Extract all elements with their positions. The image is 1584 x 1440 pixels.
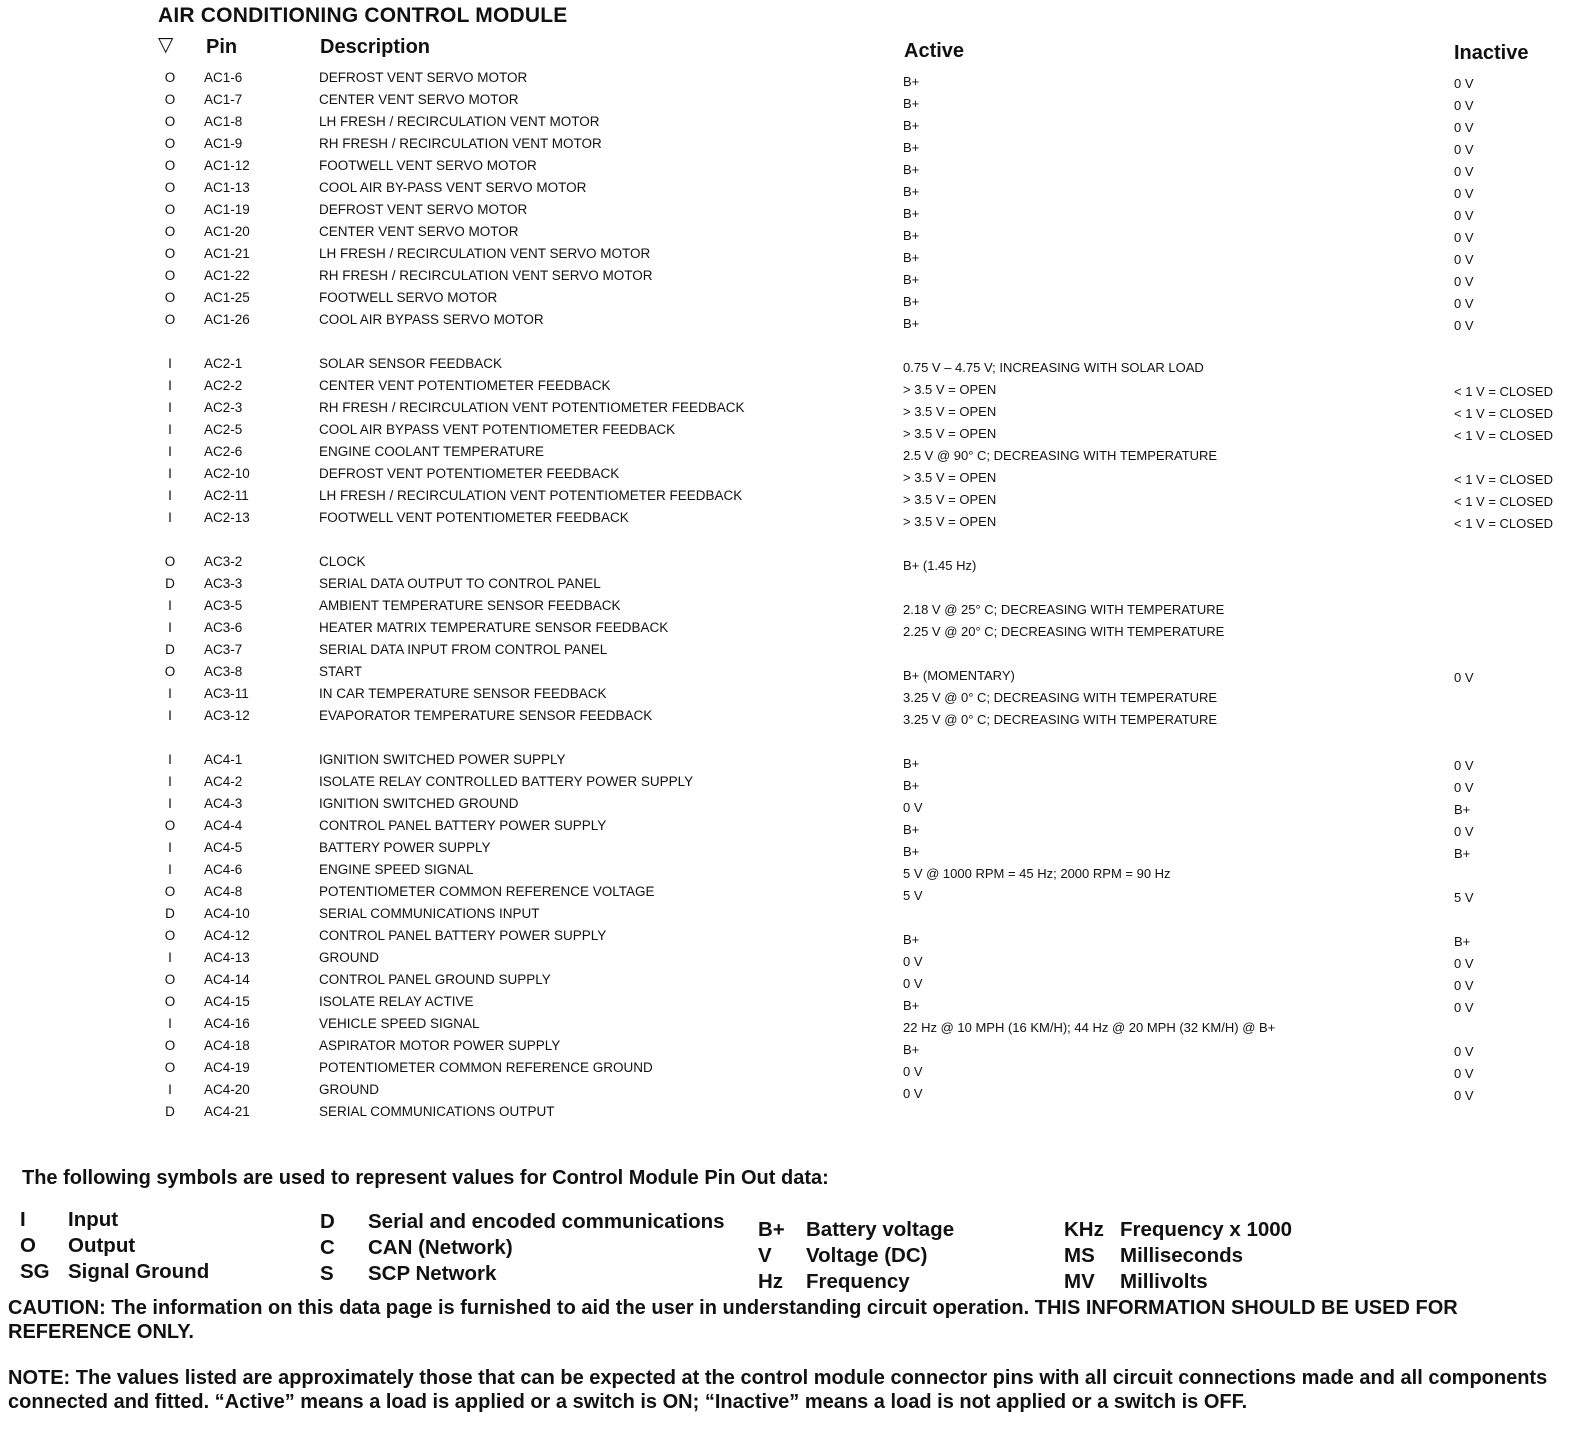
pin-direction: I [168, 708, 172, 723]
inactive-value: 0 V [1454, 670, 1474, 685]
pin-description: ISOLATE RELAY CONTROLLED BATTERY POWER SUPPLY [319, 774, 694, 789]
inactive-value: B+ [1454, 934, 1471, 949]
inactive-value: 0 V [1454, 98, 1474, 113]
table-row [0, 1082, 1584, 1102]
pin-description: BATTERY POWER SUPPLY [319, 840, 491, 855]
active-value: > 3.5 V = OPEN [903, 492, 997, 507]
active-value: B+ [903, 206, 920, 221]
pin-id: AC4-21 [204, 1104, 250, 1119]
pin-direction: O [164, 1038, 176, 1053]
pin-id: AC4-19 [204, 1060, 250, 1075]
table-row [0, 114, 1584, 134]
pin-description: ENGINE COOLANT TEMPERATURE [319, 444, 545, 459]
pin-description: VEHICLE SPEED SIGNAL [319, 1016, 480, 1031]
pin-id: AC2-5 [204, 422, 243, 437]
legend-symbol: I [20, 1208, 26, 1231]
pin-id: AC4-18 [204, 1038, 250, 1053]
pin-description: CONTROL PANEL BATTERY POWER SUPPLY [319, 928, 607, 943]
pin-id: AC3-7 [204, 642, 243, 657]
active-value: B+ [903, 250, 920, 265]
pin-direction: D [165, 1104, 175, 1119]
pin-id: AC3-6 [204, 620, 243, 635]
active-value: B+ [903, 74, 920, 89]
pin-id: AC3-12 [204, 708, 250, 723]
pin-description: CLOCK [319, 554, 366, 569]
pin-id: AC4-16 [204, 1016, 250, 1031]
pin-description: AMBIENT TEMPERATURE SENSOR FEEDBACK [319, 598, 621, 613]
table-row [0, 1016, 1584, 1036]
pin-id: AC2-3 [204, 400, 243, 415]
legend-definition: Voltage (DC) [806, 1244, 928, 1267]
inactive-value: 0 V [1454, 978, 1474, 993]
pin-column-header: Pin [206, 36, 238, 58]
pin-id: AC4-2 [204, 774, 243, 789]
pin-description: LH FRESH / RECIRCULATION VENT MOTOR [319, 114, 600, 129]
active-value: 2.5 V @ 90° C; DECREASING WITH TEMPERATURE [903, 448, 1218, 463]
pin-description: GROUND [319, 1082, 379, 1097]
inactive-value: < 1 V = CLOSED [1454, 384, 1553, 399]
pin-direction: O [164, 202, 176, 217]
active-value: 5 V @ 1000 RPM = 45 Hz; 2000 RPM = 90 Hz [903, 866, 1171, 881]
legend-entry [320, 1236, 800, 1262]
pin-description: LH FRESH / RECIRCULATION VENT POTENTIOMETER FEEDBACK [319, 488, 743, 503]
pin-direction: I [168, 620, 172, 635]
table-row [0, 554, 1584, 574]
active-value: > 3.5 V = OPEN [903, 426, 997, 441]
inactive-value: < 1 V = CLOSED [1454, 494, 1553, 509]
table-row [0, 884, 1584, 904]
pin-description: ASPIRATOR MOTOR POWER SUPPLY [319, 1038, 561, 1053]
table-row [0, 312, 1584, 332]
pin-description: DEFROST VENT SERVO MOTOR [319, 70, 528, 85]
pin-direction: D [165, 642, 175, 657]
pin-direction: I [168, 356, 172, 371]
pin-id: AC1-9 [204, 136, 243, 151]
legend-definition: Signal Ground [68, 1260, 210, 1283]
legend-heading: The following symbols are used to represent values for Control Module Pin Out data: [22, 1167, 829, 1189]
active-value: 3.25 V @ 0° C; DECREASING WITH TEMPERATURE [903, 690, 1218, 705]
table-row [0, 202, 1584, 222]
pin-direction: I [168, 422, 172, 437]
active-value: B+ [903, 778, 920, 793]
table-row [0, 774, 1584, 794]
pin-description: LH FRESH / RECIRCULATION VENT SERVO MOTOR [319, 246, 651, 261]
pin-id: AC3-3 [204, 576, 243, 591]
pin-description: POTENTIOMETER COMMON REFERENCE GROUND [319, 1060, 653, 1075]
pin-id: AC4-13 [204, 950, 250, 965]
inactive-value: 0 V [1454, 780, 1474, 795]
pin-direction: O [164, 136, 176, 151]
inactive-value: 0 V [1454, 1066, 1474, 1081]
pin-description: RH FRESH / RECIRCULATION VENT SERVO MOTOR [319, 268, 653, 283]
pin-id: AC4-6 [204, 862, 243, 877]
inactive-value: 0 V [1454, 76, 1474, 91]
pin-direction: I [168, 598, 172, 613]
legend-symbol: S [320, 1262, 334, 1285]
legend-symbol: MS [1064, 1244, 1095, 1267]
pin-id: AC4-12 [204, 928, 250, 943]
inactive-value: 0 V [1454, 186, 1474, 201]
pin-direction: O [164, 312, 176, 327]
pin-id: AC1-26 [204, 312, 250, 327]
pin-id: AC4-5 [204, 840, 243, 855]
pin-id: AC2-10 [204, 466, 250, 481]
pin-id: AC4-15 [204, 994, 250, 1009]
pin-id: AC1-25 [204, 290, 250, 305]
legend-symbol: B+ [758, 1218, 785, 1241]
pin-id: AC3-5 [204, 598, 243, 613]
pin-description: SERIAL COMMUNICATIONS INPUT [319, 906, 540, 921]
legend-definition: Battery voltage [806, 1218, 955, 1241]
active-value: > 3.5 V = OPEN [903, 514, 997, 529]
legend-definition: Frequency x 1000 [1120, 1218, 1293, 1241]
pin-description: COOL AIR BYPASS VENT POTENTIOMETER FEEDBACK [319, 422, 676, 437]
inactive-value: 0 V [1454, 296, 1474, 311]
pin-description: SOLAR SENSOR FEEDBACK [319, 356, 503, 371]
table-row [0, 1038, 1584, 1058]
inactive-value: < 1 V = CLOSED [1454, 428, 1553, 443]
table-row [0, 180, 1584, 200]
pin-description: SERIAL DATA OUTPUT TO CONTROL PANEL [319, 576, 601, 591]
active-value: B+ [903, 272, 920, 287]
inactive-value: < 1 V = CLOSED [1454, 516, 1553, 531]
pin-id: AC4-20 [204, 1082, 250, 1097]
pin-id: AC2-6 [204, 444, 243, 459]
active-value: B+ [903, 932, 920, 947]
pin-description: DEFROST VENT POTENTIOMETER FEEDBACK [319, 466, 620, 481]
table-row [0, 224, 1584, 244]
table-row [0, 1104, 1584, 1124]
pin-id: AC4-8 [204, 884, 243, 899]
pin-id: AC4-14 [204, 972, 250, 987]
active-value: B+ [903, 316, 920, 331]
inactive-value: B+ [1454, 802, 1471, 817]
legend-entry [320, 1210, 800, 1236]
table-row [0, 686, 1584, 706]
pin-id: AC2-13 [204, 510, 250, 525]
legend-definition: Output [68, 1234, 136, 1257]
active-value: B+ [903, 162, 920, 177]
pin-direction: D [165, 906, 175, 921]
table-row [0, 576, 1584, 596]
pin-direction: I [168, 378, 172, 393]
pin-id: AC1-7 [204, 92, 243, 107]
pin-description: SERIAL COMMUNICATIONS OUTPUT [319, 1104, 555, 1119]
pin-description: RH FRESH / RECIRCULATION VENT POTENTIOMETER FEEDBACK [319, 400, 745, 415]
page-title: AIR CONDITIONING CONTROL MODULE [158, 4, 568, 27]
pin-description: EVAPORATOR TEMPERATURE SENSOR FEEDBACK [319, 708, 653, 723]
legend-symbol: C [320, 1236, 335, 1259]
table-row [0, 290, 1584, 310]
pin-id: AC2-2 [204, 378, 243, 393]
pin-direction: O [164, 246, 176, 261]
inactive-value: 0 V [1454, 1088, 1474, 1103]
active-value: B+ [903, 228, 920, 243]
legend-definition: SCP Network [368, 1262, 497, 1285]
legend-symbol: MV [1064, 1270, 1095, 1293]
inactive-value: 0 V [1454, 318, 1474, 333]
pin-description: ISOLATE RELAY ACTIVE [319, 994, 474, 1009]
pin-description: START [319, 664, 363, 679]
inactive-column-header: Inactive [1454, 42, 1529, 64]
active-value: B+ [903, 1042, 920, 1057]
pin-direction: O [164, 290, 176, 305]
pin-direction: O [164, 70, 176, 85]
table-row [0, 752, 1584, 772]
table-row [0, 400, 1584, 420]
table-row [0, 840, 1584, 860]
note-text: NOTE: The values listed are approximately those that can be expected at the control module connector pins with all circuit connections made and all components connected and fitted. “Active” means a load is applied or a switch is ON; “Inactive” means a load is not applied or a switch is OFF. [8, 1367, 1548, 1413]
table-row [0, 906, 1584, 926]
pin-id: AC3-8 [204, 664, 243, 679]
pin-description: ENGINE SPEED SIGNAL [319, 862, 474, 877]
table-row [0, 818, 1584, 838]
pin-direction: O [164, 114, 176, 129]
legend-definition: Milliseconds [1120, 1244, 1244, 1267]
table-row [0, 928, 1584, 948]
pin-id: AC2-11 [204, 488, 249, 503]
legend-symbol: KHz [1064, 1218, 1104, 1241]
pin-direction: I [168, 444, 172, 459]
pin-description: COOL AIR BY-PASS VENT SERVO MOTOR [319, 180, 587, 195]
pin-description: POTENTIOMETER COMMON REFERENCE VOLTAGE [319, 884, 655, 899]
active-value: B+ [903, 184, 920, 199]
inactive-value: 0 V [1454, 230, 1474, 245]
pin-id: AC1-21 [204, 246, 250, 261]
active-value: B+ [903, 118, 920, 133]
pin-direction: I [168, 862, 172, 877]
pin-description: IGNITION SWITCHED POWER SUPPLY [319, 752, 566, 767]
active-value: B+ [903, 822, 920, 837]
table-row [0, 994, 1584, 1014]
caution-text: CAUTION: The information on this data page is furnished to aid the user in understanding circuit operation. THIS INFORMATION SHOULD BE USED FOR REFERENCE ONLY. [8, 1297, 1458, 1343]
pin-id: AC1-19 [204, 202, 250, 217]
inactive-value: 0 V [1454, 274, 1474, 289]
pin-description: CENTER VENT POTENTIOMETER FEEDBACK [319, 378, 611, 393]
legend-definition: Input [68, 1208, 119, 1231]
inactive-value: 0 V [1454, 142, 1474, 157]
pin-direction: I [168, 400, 172, 415]
pin-id: AC4-1 [204, 752, 243, 767]
pin-direction: I [168, 466, 172, 481]
legend-definition: Millivolts [1120, 1270, 1208, 1293]
pin-direction: I [168, 1082, 172, 1097]
inactive-value: < 1 V = CLOSED [1454, 406, 1553, 421]
inactive-value: B+ [1454, 846, 1471, 861]
pin-direction: O [164, 158, 176, 173]
legend-definition: Frequency [806, 1270, 910, 1293]
active-value: B+ [903, 96, 920, 111]
pin-description: FOOTWELL VENT POTENTIOMETER FEEDBACK [319, 510, 629, 525]
pin-direction: I [168, 510, 172, 525]
inactive-value: 0 V [1454, 1044, 1474, 1059]
table-row [0, 796, 1584, 816]
pin-id: AC1-22 [204, 268, 250, 283]
legend-definition: Serial and encoded communications [368, 1210, 725, 1233]
legend-symbol: V [758, 1244, 772, 1267]
active-value: 0.75 V – 4.75 V; INCREASING WITH SOLAR LOAD [903, 360, 1204, 375]
pin-description: IN CAR TEMPERATURE SENSOR FEEDBACK [319, 686, 607, 701]
pin-id: AC3-11 [204, 686, 249, 701]
pin-description: COOL AIR BYPASS SERVO MOTOR [319, 312, 544, 327]
pin-id: AC3-2 [204, 554, 243, 569]
active-value: 0 V [903, 976, 923, 991]
active-value: B+ [903, 294, 920, 309]
table-row [0, 356, 1584, 376]
table-row [0, 488, 1584, 508]
pin-direction: O [164, 268, 176, 283]
description-column-header: Description [320, 36, 431, 58]
pin-direction: O [164, 92, 176, 107]
pin-description: IGNITION SWITCHED GROUND [319, 796, 519, 811]
legend-symbol: D [320, 1210, 335, 1233]
table-row [0, 620, 1584, 640]
active-value: > 3.5 V = OPEN [903, 470, 997, 485]
legend-symbol: O [20, 1234, 36, 1257]
inactive-value: 0 V [1454, 956, 1474, 971]
pin-description: DEFROST VENT SERVO MOTOR [319, 202, 528, 217]
direction-column-header: ▽ [158, 34, 174, 56]
pin-id: AC4-10 [204, 906, 250, 921]
pin-id: AC1-6 [204, 70, 243, 85]
table-row [0, 158, 1584, 178]
table-row [0, 444, 1584, 464]
inactive-value: 0 V [1454, 824, 1474, 839]
pin-direction: O [164, 554, 176, 569]
table-row [0, 862, 1584, 882]
table-row [0, 708, 1584, 728]
pin-direction: O [164, 818, 176, 833]
pin-description: RH FRESH / RECIRCULATION VENT MOTOR [319, 136, 602, 151]
active-value: 0 V [903, 800, 923, 815]
pin-description: CONTROL PANEL GROUND SUPPLY [319, 972, 551, 987]
legend-entry [320, 1262, 800, 1288]
table-row [0, 422, 1584, 442]
inactive-value: 0 V [1454, 208, 1474, 223]
pin-direction: I [168, 1016, 172, 1031]
pin-description: CENTER VENT SERVO MOTOR [319, 92, 519, 107]
active-value: 3.25 V @ 0° C; DECREASING WITH TEMPERATURE [903, 712, 1218, 727]
pin-direction: O [164, 1060, 176, 1075]
pin-direction: O [164, 664, 176, 679]
table-row [0, 466, 1584, 486]
pin-description: SERIAL DATA INPUT FROM CONTROL PANEL [319, 642, 608, 657]
active-value: 0 V [903, 1064, 923, 1079]
inactive-value: 0 V [1454, 758, 1474, 773]
pin-id: AC2-1 [204, 356, 243, 371]
active-value: > 3.5 V = OPEN [903, 404, 997, 419]
table-row [0, 510, 1584, 530]
pin-description: CONTROL PANEL BATTERY POWER SUPPLY [319, 818, 607, 833]
active-value: 2.25 V @ 20° C; DECREASING WITH TEMPERATURE [903, 624, 1225, 639]
active-value: B+ (1.45 Hz) [903, 558, 977, 573]
active-column-header: Active [904, 40, 965, 62]
legend-entry [1064, 1270, 1544, 1296]
inactive-value: 0 V [1454, 164, 1474, 179]
table-row [0, 598, 1584, 618]
table-row [0, 1126, 1584, 1146]
pin-direction: I [168, 488, 172, 503]
pin-direction: O [164, 224, 176, 239]
inactive-value: 5 V [1454, 890, 1474, 905]
pin-id: AC4-3 [204, 796, 243, 811]
pin-direction: I [168, 796, 172, 811]
pin-description: GROUND [319, 950, 379, 965]
table-row [0, 92, 1584, 112]
table-row [0, 70, 1584, 90]
table-row [0, 972, 1584, 992]
legend-symbol: SG [20, 1260, 50, 1283]
active-value: B+ [903, 140, 920, 155]
pin-direction: I [168, 752, 172, 767]
pin-direction: O [164, 972, 176, 987]
pin-description: HEATER MATRIX TEMPERATURE SENSOR FEEDBACK [319, 620, 669, 635]
inactive-value: 0 V [1454, 120, 1474, 135]
pin-id: AC1-8 [204, 114, 243, 129]
pin-id: AC1-20 [204, 224, 250, 239]
pin-description: FOOTWELL SERVO MOTOR [319, 290, 498, 305]
pin-id: AC4-4 [204, 818, 243, 833]
legend-symbol: Hz [758, 1270, 784, 1293]
table-row [0, 268, 1584, 288]
pin-description: FOOTWELL VENT SERVO MOTOR [319, 158, 537, 173]
active-value: > 3.5 V = OPEN [903, 382, 997, 397]
inactive-value: 0 V [1454, 1000, 1474, 1015]
active-value: B+ (MOMENTARY) [903, 668, 1015, 683]
active-value: 5 V [903, 888, 923, 903]
pin-id: AC1-13 [204, 180, 250, 195]
pin-description: CENTER VENT SERVO MOTOR [319, 224, 519, 239]
table-row [0, 1060, 1584, 1080]
pin-direction: D [165, 576, 175, 591]
inactive-value: < 1 V = CLOSED [1454, 472, 1553, 487]
pin-direction: O [164, 928, 176, 943]
pin-id: AC1-12 [204, 158, 250, 173]
table-row [0, 642, 1584, 662]
legend-definition: CAN (Network) [368, 1236, 513, 1259]
table-row [0, 378, 1584, 398]
pin-direction: I [168, 840, 172, 855]
active-value: 0 V [903, 954, 923, 969]
pin-direction: O [164, 180, 176, 195]
inactive-value: 0 V [1454, 252, 1474, 267]
active-value: 22 Hz @ 10 MPH (16 KM/H); 44 Hz @ 20 MPH (32 KM/H) @ B+ [903, 1020, 1276, 1035]
table-row [0, 246, 1584, 266]
legend-entry [1064, 1218, 1544, 1244]
pin-direction: I [168, 950, 172, 965]
active-value: B+ [903, 844, 920, 859]
pin-direction: I [168, 686, 172, 701]
pin-direction: O [164, 884, 176, 899]
legend-entry [1064, 1244, 1544, 1270]
active-value: 2.18 V @ 25° C; DECREASING WITH TEMPERATURE [903, 602, 1225, 617]
active-value: B+ [903, 998, 920, 1013]
active-value: B+ [903, 756, 920, 771]
pin-direction: O [164, 994, 176, 1009]
pin-direction: I [168, 774, 172, 789]
table-row [0, 664, 1584, 684]
active-value: 0 V [903, 1086, 923, 1101]
table-row [0, 950, 1584, 970]
table-row [0, 136, 1584, 156]
